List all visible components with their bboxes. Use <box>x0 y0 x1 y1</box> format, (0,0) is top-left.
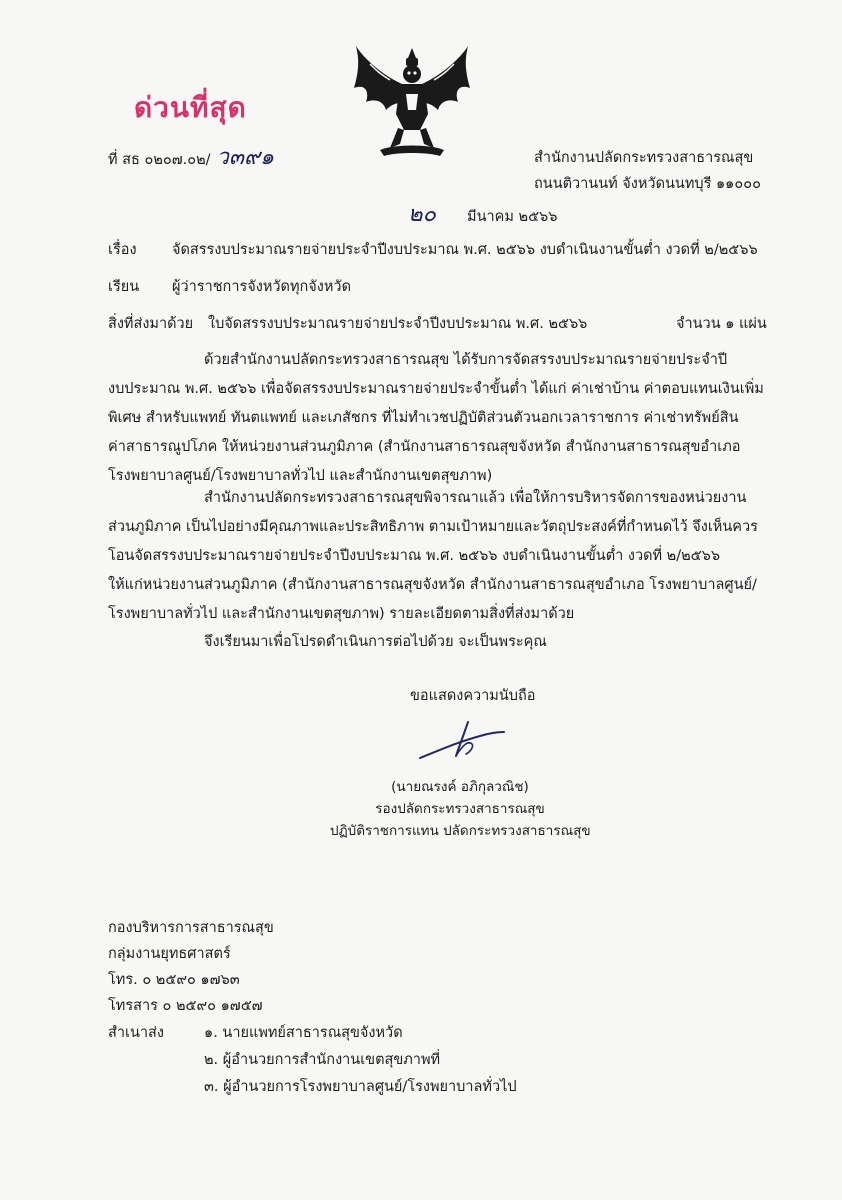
cc-item: ๒. ผู้อำนวยการสำนักงานเขตสุขภาพที่ <box>204 1052 441 1068</box>
urgency-stamp: ด่วนที่สุด <box>134 91 247 124</box>
paragraph-line: งบประมาณ พ.ศ. ๒๕๖๖ เพื่อจัดสรรงบประมาณรายจ่ายประจำขั้นต่ำ ได้แก่ ค่าเช่าบ้าน ค่าตอบแทนเงินเพิ่ม <box>108 381 764 397</box>
body-paragraph-1 <box>108 346 774 491</box>
recipient-label: เรียน <box>108 279 140 295</box>
signer-block <box>330 776 590 842</box>
paragraph-line: โอนจัดสรรงบประมาณรายจ่ายประจำปีงบประมาณ พ.ศ. ๒๕๖๖ งบดำเนินงานขั้นต่ำ งวดที่ ๒/๒๕๖๖ <box>108 548 721 564</box>
cc-item: ๑. นายแพทย์สาธารณสุขจังหวัด <box>204 1025 403 1041</box>
cc-item: ๓. ผู้อำนวยการโรงพยาบาลศูนย์/โรงพยาบาลทั่วไป <box>204 1079 517 1095</box>
signer-acting: ปฏิบัติราชการแทน ปลัดกระทรวงสาธารณสุข <box>330 823 591 839</box>
paragraph-line: ให้แก่หน่วยงานส่วนภูมิภาค (สำนักงานสาธารณสุขจังหวัด สำนักงานสาธารณสุขอำเภอ โรงพยาบาลศูนย์/ <box>108 577 757 593</box>
letter-date <box>408 196 557 231</box>
organization-address: ถนนติวานนท์ จังหวัดนนทบุรี ๑๑๐๐๐ <box>534 176 761 192</box>
paragraph-line: ส่วนภูมิภาค เป็นไปอย่างมีคุณภาพและประสิทธิภาพ ตามเป้าหมายและวัตถุประสงค์ที่กำหนดไว้ จึงเห็นควร <box>108 519 758 535</box>
enclosure-text: ใบจัดสรรงบประมาณรายจ่ายประจำปีงบประมาณ พ.ศ. ๒๕๖๖ <box>208 316 588 332</box>
footer-fax: โทรสาร ๐ ๒๕๙๐ ๑๗๕๗ <box>108 998 263 1014</box>
signer-name: (นายณรงค์ อภิกุลวณิช) <box>391 779 529 795</box>
subject-text: จัดสรรงบประมาณรายจ่ายประจำปีงบประมาณ พ.ศ. ๒๕๖๖ งบดำเนินงานขั้นต่ำ งวดที่ ๒/๒๕๖๖ <box>172 242 758 258</box>
reference-number <box>108 145 275 170</box>
paragraph-line: ด้วยสำนักงานปลัดกระทรวงสาธารณสุข ได้รับการจัดสรรงบประมาณรายจ่ายประจำปี <box>204 352 728 368</box>
body-paragraph-2 <box>108 484 774 629</box>
enclosure-label: สิ่งที่ส่งมาด้วย <box>108 316 194 332</box>
closing-regards: ขอแสดงความนับถือ <box>410 688 536 704</box>
date-day-handwritten: ๒๐ <box>408 202 436 227</box>
handwritten-signature <box>410 714 510 764</box>
recipient-text: ผู้ว่าราชการจังหวัดทุกจังหวัด <box>172 279 351 295</box>
reference-number-printed: ที่ สธ ๐๒๐๗.๐๒/ <box>108 152 211 168</box>
subject-label: เรื่อง <box>108 242 137 258</box>
paragraph-line: โรงพยาบาลศูนย์/โรงพยาบาลทั่วไป และสำนักงานเขตสุขภาพ) <box>108 468 493 484</box>
paragraph-line: สำนักงานปลัดกระทรวงสาธารณสุขพิจารณาแล้ว เพื่อให้การบริหารจัดการของหน่วยงาน <box>204 490 747 506</box>
footer-group: กลุ่มงานยุทธศาสตร์ <box>108 946 231 962</box>
cc-label: สำเนาส่ง <box>108 1025 164 1041</box>
organization-name: สำนักงานปลัดกระทรวงสาธารณสุข <box>534 150 754 166</box>
footer-phone: โทร. ๐ ๒๕๙๐ ๑๗๖๓ <box>108 972 240 988</box>
date-month-year: มีนาคม ๒๕๖๖ <box>467 209 558 225</box>
paragraph-line: โรงพยาบาลทั่วไป และสำนักงานเขตสุขภาพ) รายละเอียดตามสิ่งที่ส่งมาด้วย <box>108 606 575 622</box>
signer-position: รองปลัดกระทรวงสาธารณสุข <box>375 801 545 817</box>
footer-division: กองบริหารการสาธารณสุข <box>108 920 274 936</box>
subject-row <box>108 240 137 260</box>
body-paragraph-3: จึงเรียนมาเพื่อโปรดดำเนินการต่อไปด้วย จะเป็นพระคุณ <box>204 634 547 650</box>
paragraph-line: ค่าสาธารณูปโภค ให้หน่วยงานส่วนภูมิภาค (สำนักงานสาธารณสุขจังหวัด สำนักงานสาธารณสุขอำเภอ <box>108 439 741 455</box>
reference-number-handwritten: ว๓๙๑ <box>216 145 275 170</box>
enclosure-count: จำนวน ๑ แผ่น <box>676 316 767 332</box>
paragraph-line: พิเศษ สำหรับแพทย์ ทันตแพทย์ และเภสัชกร ที่ไม่ทำเวชปฏิบัติส่วนตัวนอกเวลาราชการ ค่าเช่าทรัพย์สิน <box>108 410 739 426</box>
garuda-emblem-icon <box>350 44 474 162</box>
